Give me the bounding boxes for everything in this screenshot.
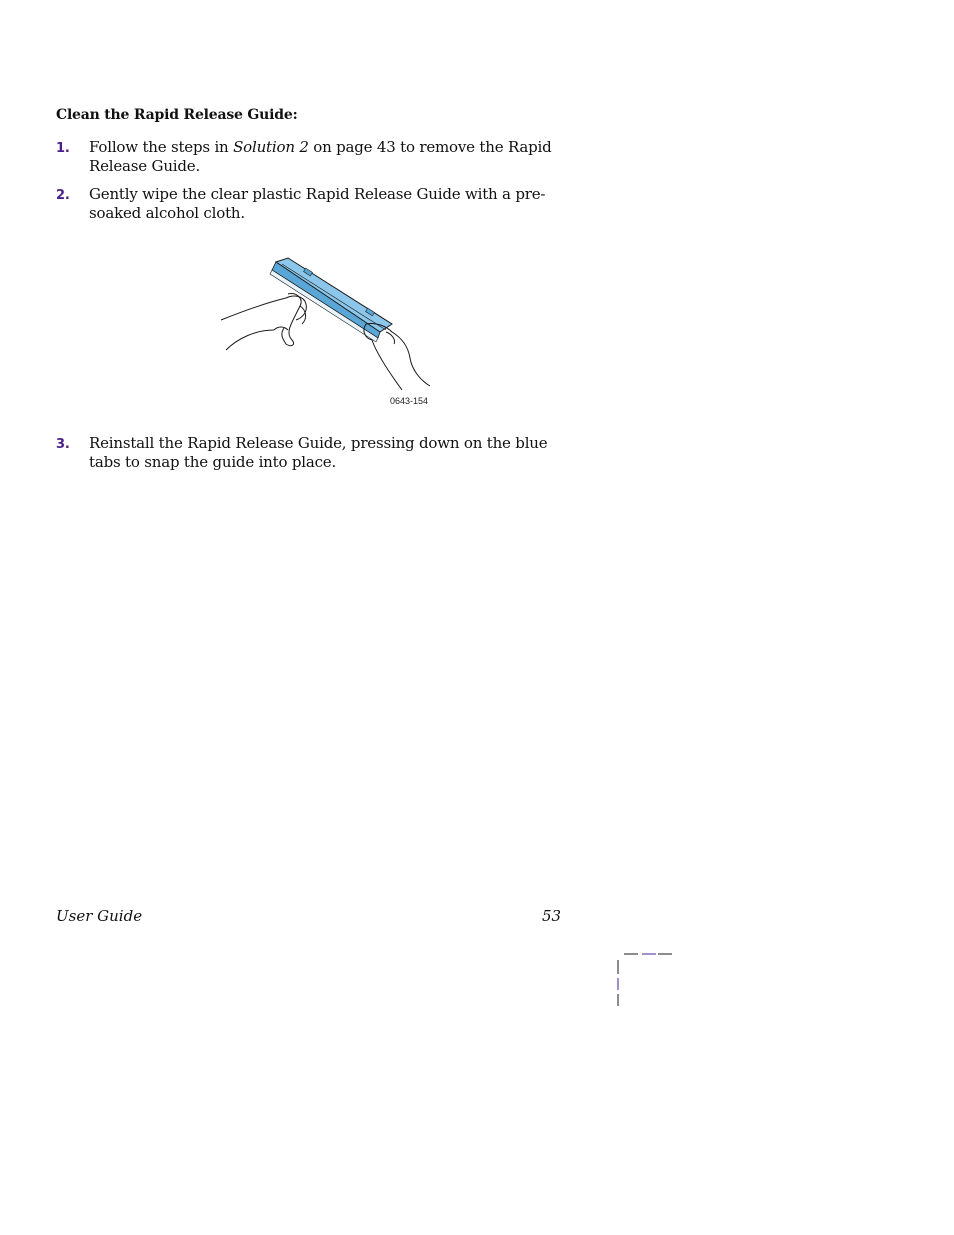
step-text: Reinstall the Rapid Release Guide, pressing down on the blue tabs to snap the guide into place. (89, 434, 548, 471)
step-3 (56, 434, 576, 472)
footer-title: User Guide (56, 907, 143, 925)
step-number: 2. (56, 188, 70, 203)
step-text: Gently wipe the clear plastic Rapid Release Guide with a pre-soaked alcohol cloth. (89, 185, 546, 222)
step-number: 1. (56, 141, 70, 156)
figure-label: 0643-154 (390, 396, 429, 406)
rapid-release-guide-drawing (270, 258, 392, 342)
step-number: 3. (56, 437, 70, 452)
guide-cleaning-illustration (216, 252, 438, 410)
step-1 (56, 138, 576, 176)
step-text (89, 138, 576, 176)
step-text-part: on page 43 to remove the Rapid Release Guide. (89, 138, 552, 175)
left-hand-with-cloth-drawing (221, 294, 306, 350)
step-text-italic: Solution 2 (233, 138, 309, 156)
crop-marks (612, 948, 678, 1010)
step-2 (56, 185, 576, 223)
step-text-part: Follow the steps in (89, 138, 234, 156)
page-number: 53 (542, 907, 562, 925)
section-heading: Clean the Rapid Release Guide: (56, 107, 298, 123)
